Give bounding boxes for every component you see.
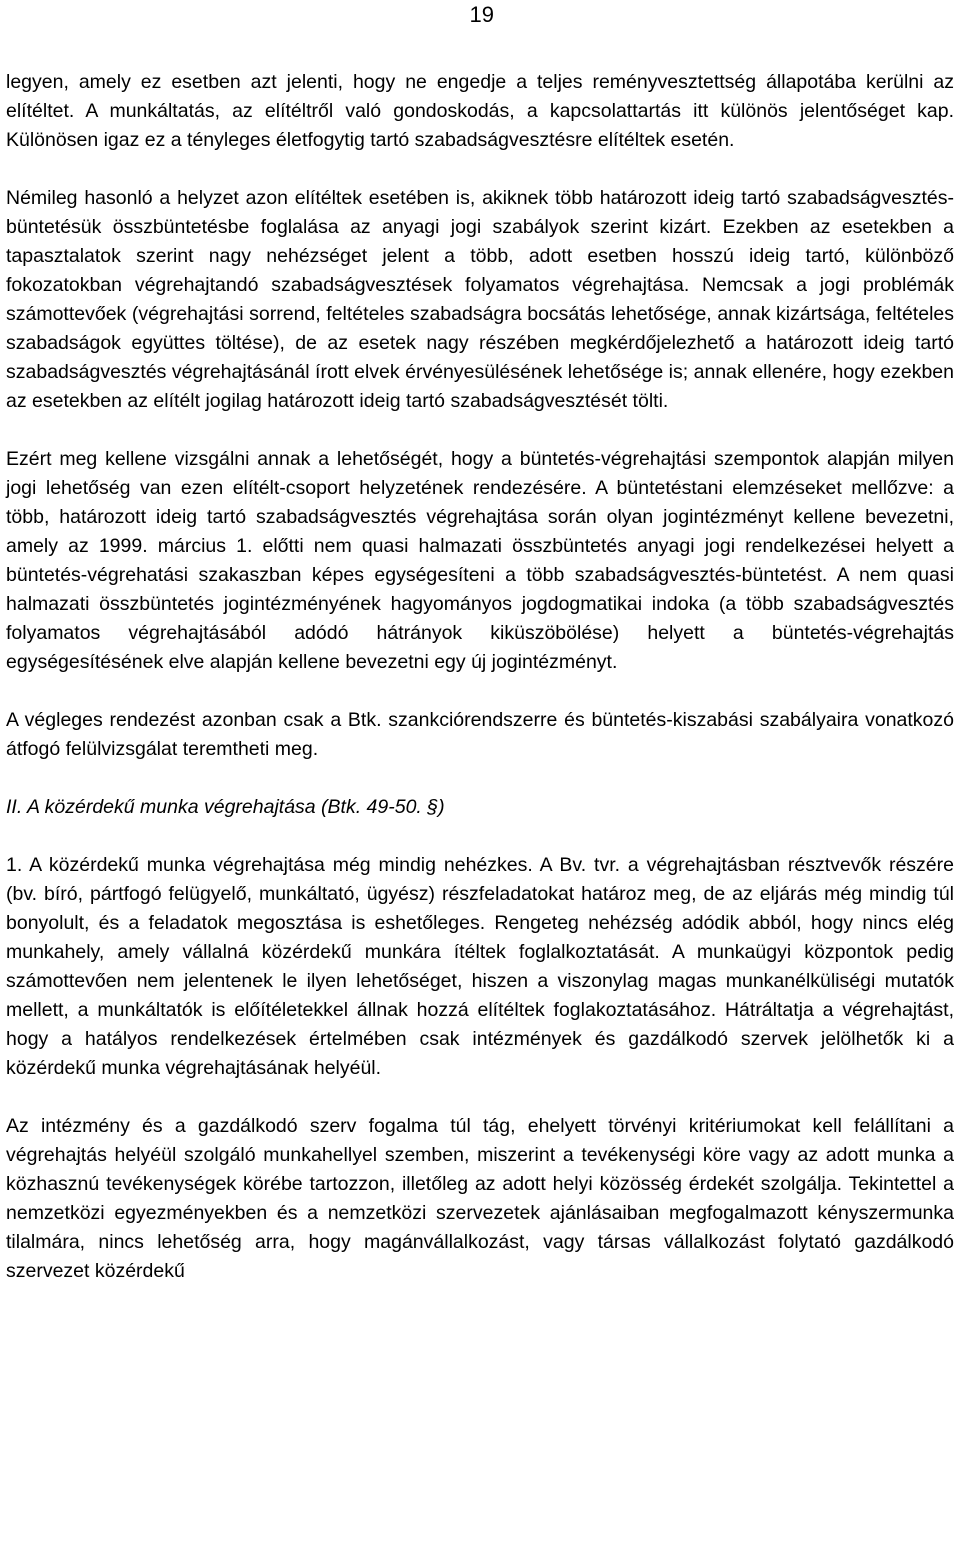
paragraph-gap (6, 677, 954, 706)
section-heading: II. A közérdekű munka végrehajtása (Btk. 49-50. §) (6, 796, 445, 818)
page-number: 19 (469, 2, 494, 27)
paragraph-gap (6, 822, 954, 851)
paragraph-1: legyen, amely ez esetben azt jelenti, hogy ne engedje a teljes reményvesztettség állapotába kerülni az elítéltet. A munkáltatás, az elítéltről való gondoskodás, a kapcsolattartás itt különös jelentőséget kap. Különösen igaz ez a tényleges életfogytig tartó szabadságvesztésre elítéltek esetén. (6, 71, 954, 151)
document-body (6, 68, 954, 1286)
paragraph-3: Ezért meg kellene vizsgálni annak a lehetőségét, hogy a büntetés-végrehajtási szempontok alapján milyen jogi lehetőség van ezen elítélt-csoport helyzetének rendezésére. A büntetéstani elemzéseket mellőzve: a több, határozott ideig tartó szabadságvesztés végrehajtása során olyan jogintézményt kellene bevezetni, amely az 1999. március 1. előtti nem quasi halmazati összbüntetés anyagi jogi rendelkezései helyett a büntetés-végrehatási szakaszban képes egységesíteni a több szabadságvesztés-büntetést. A nem quasi halmazati összbüntetés jogintézményének hagyományos jogdogmatikai indoka (a több szabadságvesztés folyamatos végrehajtásából adódó hátrányok kiküszöbölése) helyett a büntetés-végrehajtás egységesítésének elve alapján kellene bevezetni egy új jogintézményt. (6, 448, 954, 673)
paragraph-6: Az intézmény és a gazdálkodó szerv fogalma túl tág, ehelyett törvényi kritériumokat kell felállítani a végrehajtás helyéül szolgáló munkahellyel szemben, miszerint a tevékenységi köre vagy az adott munka a közhasznú tevékenységek körébe tartozzon, illetőleg az adott helyi közösség érdekét szolgálja. Tekintettel a nemzetközi egyezményekben és a nemzetközi szervezetek ajánlásaiban megfogalmazott kényszermunka tilalmára, nincs lehetőség arra, hogy magánvállalkozást, vagy társas vállalkozást folytató gazdálkodó szervezet közérdekű (6, 1115, 954, 1282)
paragraph-gap (6, 764, 954, 793)
paragraph-gap (6, 416, 954, 445)
paragraph-5: 1. A közérdekű munka végrehajtása még mindig nehézkes. A Bv. tvr. a végrehajtásban résztvevők részére (bv. bíró, pártfogó felügyelő, munkáltató, ügyész) részfeladatokat határoz meg, de az eljárás még mindig túl bonyolult, és a feladatok megosztása is eshetőleges. Rengeteg nehézség adódik abból, hogy nincs elég munkahely, amely vállalná közérdekű munkára ítéltek foglalkoztatását. A munkaügyi központok pedig számottevően nem jelentenek le ilyen lehetőséget, hiszen a viszonylag magas munkanélküliségi mutatók mellett, a munkáltatók is előítéletekkel állnak hozzá elítéltek foglakoztatásához. Hátráltatja a végrehajtást, hogy a hatályos rendelkezések értelmében csak intézmények és gazdálkodó szervek jelölhetők ki a közérdekű munka végrehajtásának helyéül. (6, 854, 954, 1079)
paragraph-gap (6, 155, 954, 184)
paragraph-2: Némileg hasonló a helyzet azon elítéltek esetében is, akiknek több határozott ideig tartó szabadságvesztés-büntetésük összbüntetésbe foglalása az anyagi jogi szabályok szerint kizárt. Ezekben az esetekben a tapasztalatok szerint nagy nehézséget jelent a több, adott esetben hosszú ideig tartó, különböző fokozatokban végrehajtandó szabadságvesztések folyamatos végrehajtása. Nemcsak a jogi problémák számottevőek (végrehajtási sorrend, feltételes szabadságra bocsátás lehetősége, annak kizártsága, feltételes szabadságok együttes töltése), de az esetek nagy részében megkérdőjelezhető a határozott ideig tartó szabadságvesztés végrehajtásánál írott elvek érvényesülésének lehetősége is; annak ellenére, hogy ezekben az esetekben az elítélt jogilag határozott ideig tartó szabadságvesztését tölti. (6, 187, 954, 412)
paragraph-4: A végleges rendezést azonban csak a Btk. szankciórendszerre és büntetés-kiszabási szabályaira vonatkozó átfogó felülvizsgálat teremtheti meg. (6, 709, 954, 760)
paragraph-gap (6, 1083, 954, 1112)
